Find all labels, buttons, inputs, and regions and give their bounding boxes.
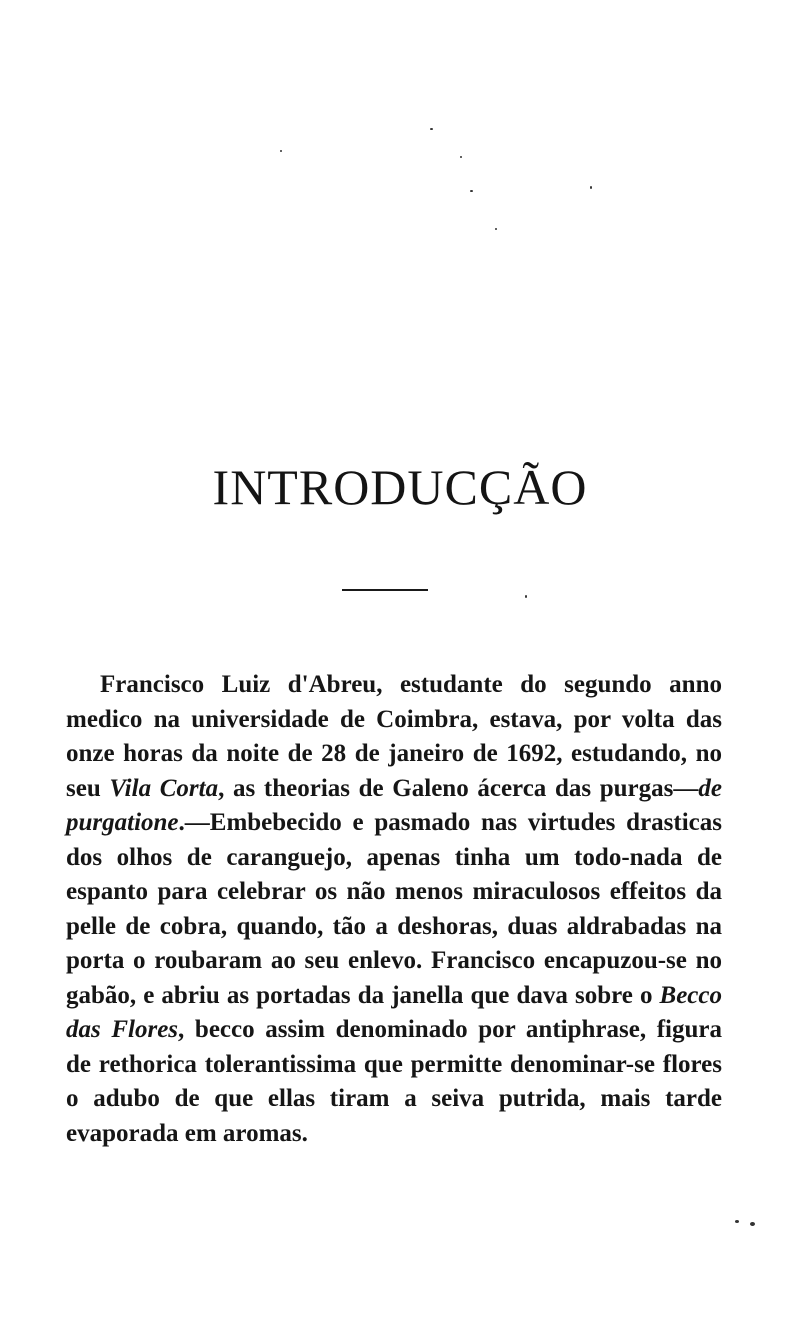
paragraph-italic-2: de purgatione — [66, 774, 722, 836]
scan-speck — [735, 1220, 739, 1223]
body-paragraph — [66, 668, 722, 1151]
paragraph-text-3: .—Embebecido e pasmado nas virtudes drasticas dos olhos de caranguejo, apenas tinha um todo-nada de espanto para celebrar os não menos miraculosos effeitos da pelle de cobra, quando, tão a deshoras, duas aldrabadas na porta o roubaram ao seu enlevo. Francisco encapuzou-se no gabão, e abriu as portadas da janella que dava sobre o — [66, 809, 722, 1009]
scan-speck — [460, 156, 462, 158]
paragraph-text-2: , as theorias de Galeno ácerca das purgas— — [218, 774, 699, 802]
scan-speck — [590, 186, 592, 189]
scan-speck — [525, 595, 527, 598]
scan-speck — [750, 1222, 755, 1226]
chapter-title: INTRODUCÇÃO — [212, 459, 588, 515]
scan-speck — [495, 228, 497, 230]
scan-speck — [430, 128, 433, 130]
paragraph-text-4: , becco assim denominado por antiphrase, figura de rethorica tolerantissima que permitte denominar-se flores o adubo de que ellas tiram a seiva putrida, mais tarde evaporada em aromas. — [66, 1016, 722, 1147]
scan-speck — [470, 190, 473, 192]
paragraph-text-1: Francisco Luiz d'Abreu, estudante do segundo anno medico na universidade de Coimbra, estava, por volta das onze horas da noite de 28 de janeiro de 1692, estudando, no seu — [66, 671, 722, 802]
scan-speck — [280, 150, 282, 152]
paragraph-italic-3: Becco das Flores — [66, 981, 722, 1043]
title-divider — [342, 589, 428, 591]
paragraph-italic-1: Vila Corta — [109, 774, 219, 802]
